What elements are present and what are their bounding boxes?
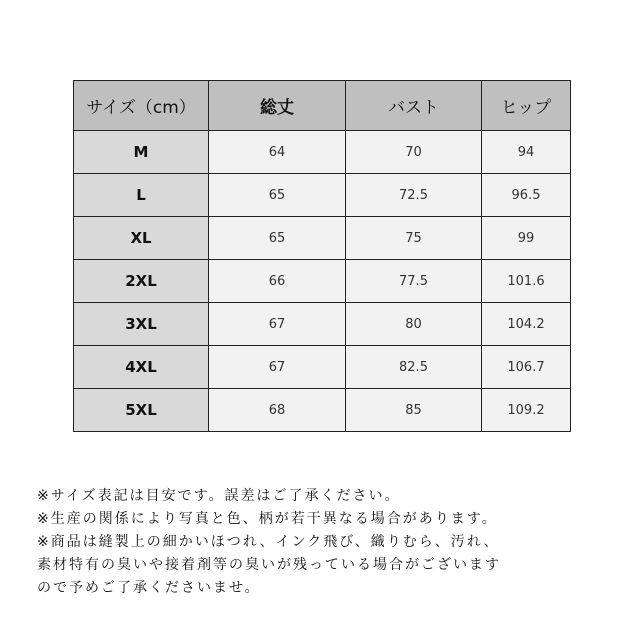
length-value: 64 <box>209 131 346 174</box>
size-label: XL <box>74 217 209 260</box>
hip-value: 109.2 <box>482 389 571 432</box>
table-row <box>74 260 571 303</box>
bust-value: 85 <box>346 389 482 432</box>
hip-value: 96.5 <box>482 174 571 217</box>
note-line: ※商品は縫製上の細かいほつれ、インク飛び、織りむら、汚れ、 <box>37 534 500 550</box>
table-row <box>74 389 571 432</box>
note-line: ※生産の関係により写真と色、柄が若干異なる場合があります。 <box>37 511 498 527</box>
bust-value: 77.5 <box>346 260 482 303</box>
bust-value: 72.5 <box>346 174 482 217</box>
size-label: M <box>74 131 209 174</box>
note-line: ※サイズ表記は目安です。誤差はご了承ください。 <box>37 488 401 504</box>
header-hip: ヒップ <box>482 81 571 131</box>
length-value: 65 <box>209 174 346 217</box>
header-size: サイズ（cm） <box>74 81 209 131</box>
bust-value: 80 <box>346 303 482 346</box>
hip-value: 99 <box>482 217 571 260</box>
table-row <box>74 346 571 389</box>
size-chart-table <box>73 80 571 432</box>
size-label: 4XL <box>74 346 209 389</box>
hip-value: 106.7 <box>482 346 571 389</box>
bust-value: 82.5 <box>346 346 482 389</box>
notes-block <box>37 485 627 600</box>
length-value: 68 <box>209 389 346 432</box>
table-header-row <box>74 81 571 131</box>
size-label: 2XL <box>74 260 209 303</box>
note-line: ので予めご了承くださいませ。 <box>37 580 261 596</box>
length-value: 66 <box>209 260 346 303</box>
size-label: 3XL <box>74 303 209 346</box>
size-label: 5XL <box>74 389 209 432</box>
length-value: 67 <box>209 346 346 389</box>
hip-value: 101.6 <box>482 260 571 303</box>
length-value: 67 <box>209 303 346 346</box>
length-value: 65 <box>209 217 346 260</box>
header-bust: バスト <box>346 81 482 131</box>
bust-value: 75 <box>346 217 482 260</box>
hip-value: 104.2 <box>482 303 571 346</box>
table-row <box>74 303 571 346</box>
table-row <box>74 131 571 174</box>
hip-value: 94 <box>482 131 571 174</box>
bust-value: 70 <box>346 131 482 174</box>
table-row <box>74 217 571 260</box>
size-label: L <box>74 174 209 217</box>
table-row <box>74 174 571 217</box>
note-line: 素材特有の臭いや接着剤等の臭いが残っている場合がございます <box>37 557 501 573</box>
header-total-length: 総丈 <box>209 81 346 131</box>
